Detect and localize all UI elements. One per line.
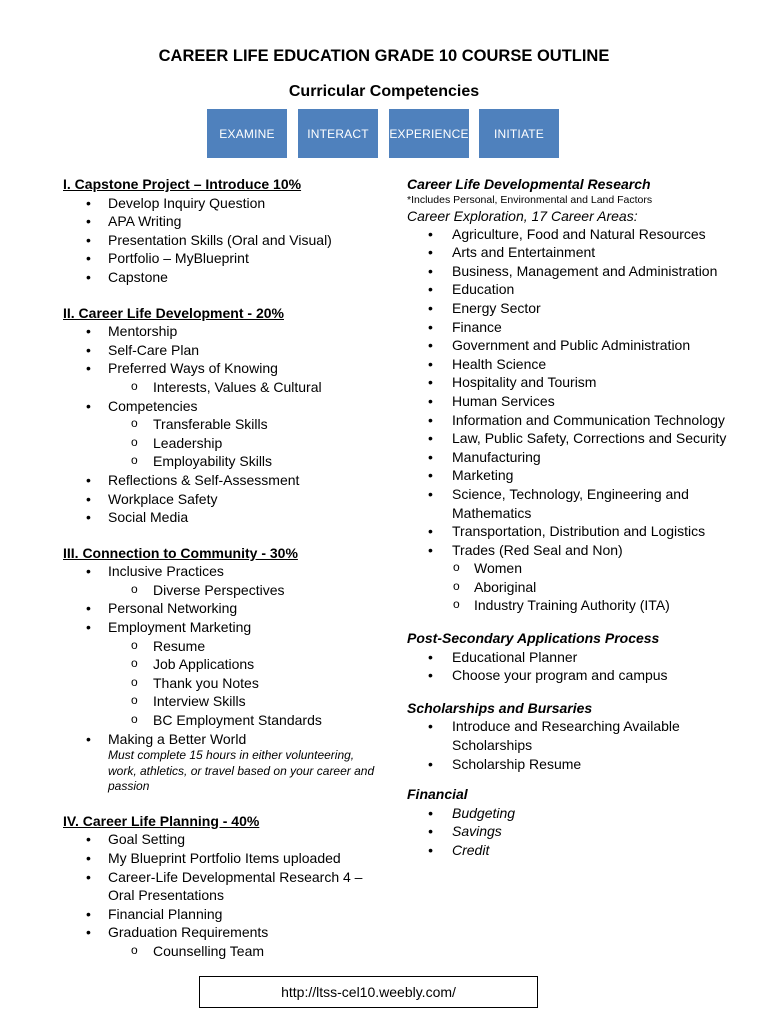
list-item: • Workplace Safety [63, 490, 383, 509]
list-item: • Mentorship [63, 322, 383, 341]
list-item: • Savings [407, 822, 727, 841]
list-item: • Choose your program and campus [407, 666, 727, 685]
website-url-box[interactable] [199, 976, 538, 1008]
list-item: • Manufacturing [407, 448, 727, 467]
list-item: • Presentation Skills (Oral and Visual) [63, 231, 383, 250]
post-secondary-list [407, 648, 727, 685]
career-exploration-subheading: Career Exploration, 17 Career Areas: [407, 207, 638, 224]
list-item: • Health Science [407, 355, 727, 374]
list-item: • Graduation Requirements [63, 923, 383, 942]
volunteer-note: Must complete 15 hours in either volunteering, work, athletics, or travel based on your career and passion [108, 748, 375, 794]
list-item: • Portfolio – MyBlueprint [63, 249, 383, 268]
list-item: • Social Media [63, 508, 383, 527]
sub-list-item: o Job Applications [63, 655, 383, 674]
list-item: • Law, Public Safety, Corrections and Security [407, 429, 727, 448]
list-item: • My Blueprint Portfolio Items uploaded [63, 849, 383, 868]
capstone-list [63, 194, 383, 287]
list-item: • Develop Inquiry Question [63, 194, 383, 213]
page-title: CAREER LIFE EDUCATION GRADE 10 COURSE OUTLINE [158, 47, 610, 65]
competency-interact: INTERACT [298, 109, 378, 158]
list-item: • Arts and Entertainment [407, 243, 727, 262]
research-note: *Includes Personal, Environmental and Land Factors [407, 193, 653, 206]
website-url[interactable]: http://ltss-cel10.weebly.com/ [281, 984, 456, 1000]
scholarships-list [407, 717, 727, 773]
list-item: • Agriculture, Food and Natural Resources [407, 225, 727, 244]
list-item: • Inclusive Practices [63, 562, 383, 581]
list-item: • Scholarship Resume [407, 755, 727, 774]
section-heading-capstone: I. Capstone Project – Introduce 10% [63, 176, 302, 192]
list-item: • Finance [407, 318, 727, 337]
planning-list [63, 830, 383, 960]
list-item: • Capstone [63, 268, 383, 287]
list-item: • Making a Better World [63, 730, 383, 749]
sub-list-item: o Leadership [63, 434, 383, 453]
sub-list-item: o Transferable Skills [63, 415, 383, 434]
sub-list-item: o BC Employment Standards [63, 711, 383, 730]
sub-list-item: o Interview Skills [63, 692, 383, 711]
section-heading-post-secondary: Post-Secondary Applications Process [407, 630, 660, 647]
list-item: • Human Services [407, 392, 727, 411]
section-heading-planning: IV. Career Life Planning - 40% [63, 812, 260, 829]
right-column [407, 175, 727, 860]
sub-list-item: o Employability Skills [63, 452, 383, 471]
section-heading-development: II. Career Life Development - 20% [63, 304, 284, 321]
section-heading-scholarships: Scholarships and Bursaries [407, 699, 593, 716]
section-heading-financial: Financial [407, 786, 468, 803]
development-list [63, 322, 383, 527]
section-heading-research: Career Life Developmental Research [407, 176, 651, 192]
list-item: • Preferred Ways of Knowing [63, 359, 383, 378]
list-item: • Education [407, 280, 727, 299]
left-column [63, 175, 383, 960]
sub-list-item: o Thank you Notes [63, 674, 383, 693]
list-item: • Energy Sector [407, 299, 727, 318]
list-item: • Marketing [407, 466, 727, 485]
list-item: • Trades (Red Seal and Non) [407, 541, 727, 560]
competency-examine: EXAMINE [207, 109, 287, 158]
list-item: • Budgeting [407, 804, 727, 823]
list-item: • Transportation, Distribution and Logistics [407, 522, 727, 541]
list-item: • Employment Marketing [63, 618, 383, 637]
list-item: • Competencies [63, 397, 383, 416]
sub-list-item: o Diverse Perspectives [63, 581, 383, 600]
list-item: • Introduce and Researching Available Scholarships [407, 717, 727, 754]
list-item: • APA Writing [63, 212, 383, 231]
community-list [63, 562, 383, 748]
career-areas-list [407, 225, 727, 615]
list-item: • Goal Setting [63, 830, 383, 849]
list-item: • Financial Planning [63, 905, 383, 924]
list-item: • Hospitality and Tourism [407, 373, 727, 392]
list-item: • Credit [407, 841, 727, 860]
sub-list-item: o Interests, Values & Cultural [63, 378, 383, 397]
competency-experience: EXPERIENCE [389, 109, 469, 158]
list-item: • Educational Planner [407, 648, 727, 667]
list-item: • Information and Communication Technology [407, 411, 727, 430]
sub-list-item: o Women [407, 559, 727, 578]
list-item: • Personal Networking [63, 599, 383, 618]
sub-list-item: o Resume [63, 637, 383, 656]
competency-initiate: INITIATE [479, 109, 559, 158]
sub-list-item: o Industry Training Authority (ITA) [407, 596, 727, 615]
list-item: • Self-Care Plan [63, 341, 383, 360]
competency-boxes [207, 109, 567, 158]
section-subtitle: Curricular Competencies [288, 83, 480, 100]
list-item: • Government and Public Administration [407, 336, 727, 355]
sub-list-item: o Aboriginal [407, 578, 727, 597]
list-item: • Business, Management and Administration [407, 262, 727, 281]
list-item: • Career-Life Developmental Research 4 – Oral Presentations [63, 868, 383, 905]
list-item: • Reflections & Self-Assessment [63, 471, 383, 490]
list-item: • Science, Technology, Engineering and Mathematics [407, 485, 727, 522]
financial-list [407, 804, 727, 860]
sub-list-item: o Counselling Team [63, 942, 383, 961]
section-heading-community: III. Connection to Community - 30% [63, 544, 298, 561]
